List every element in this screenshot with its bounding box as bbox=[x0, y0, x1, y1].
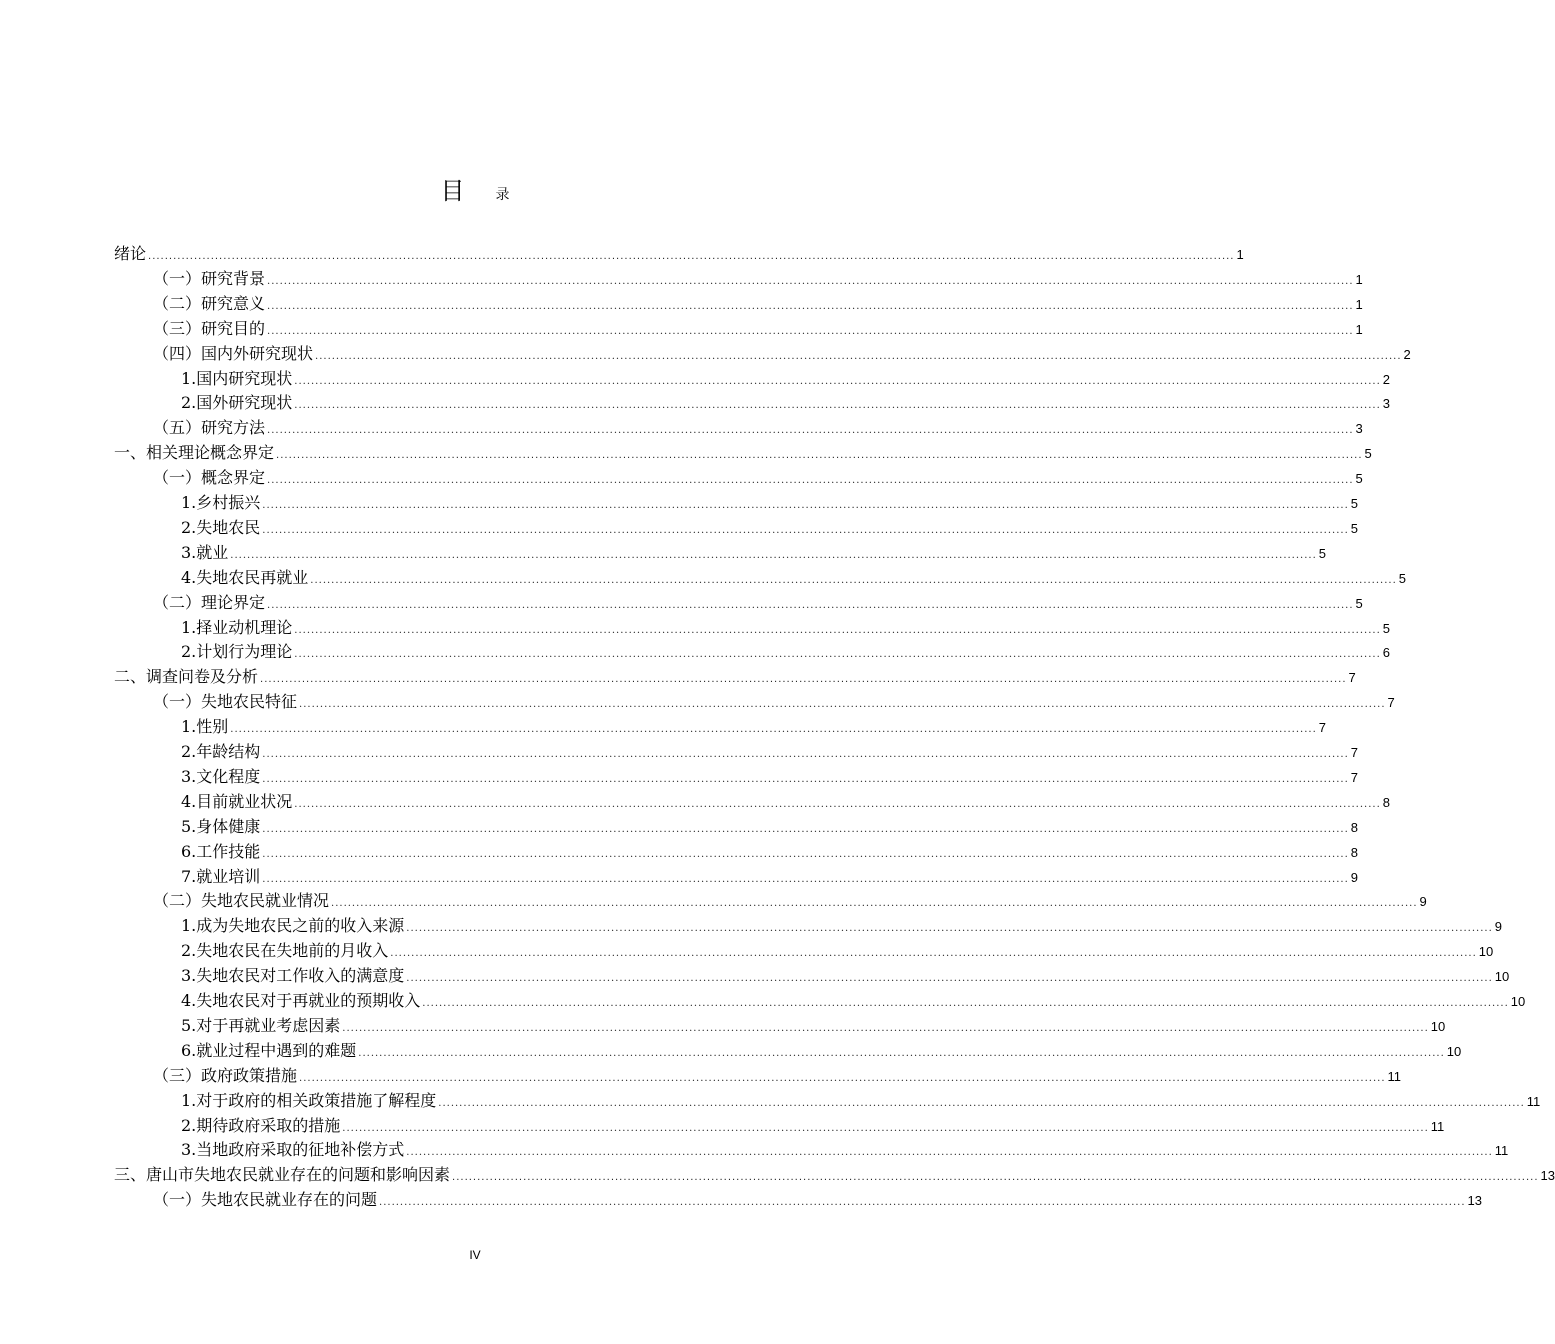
toc-entry-title: 失地农民在失地前的月收入 bbox=[196, 941, 389, 961]
toc-entry-title: 唐山市失地农民就业存在的问题和影响因素 bbox=[146, 1165, 451, 1185]
toc-entry[interactable] bbox=[181, 863, 1358, 887]
toc-entry-number: 2. bbox=[181, 941, 197, 961]
toc-entry-page: 5 bbox=[1364, 446, 1372, 462]
toc-entry-number: （三） bbox=[153, 318, 202, 338]
toc-entry-number: 2. bbox=[181, 517, 197, 537]
toc-entry[interactable] bbox=[153, 414, 1363, 438]
toc-dot-leader: .................................................................................................................................................................................................................................................................... bbox=[406, 1147, 1493, 1159]
toc-entry-page: 5 bbox=[1350, 520, 1358, 536]
toc-entry-title: 文化程度 bbox=[196, 766, 261, 786]
toc-entry-number: 4. bbox=[181, 567, 197, 587]
toc-entry-number: 3. bbox=[181, 1140, 197, 1160]
toc-entry-page: 7 bbox=[1318, 720, 1326, 736]
toc-entry[interactable] bbox=[181, 1136, 1509, 1160]
toc-dot-leader: .................................................................................................................................................................................................................................................................... bbox=[262, 848, 1349, 860]
page-footer-number: IV bbox=[469, 1248, 481, 1262]
toc-entry-number: （五） bbox=[153, 418, 202, 438]
toc-dot-leader: .................................................................................................................................................................................................................................................................... bbox=[267, 300, 1354, 312]
toc-entry-page: 5 bbox=[1355, 595, 1363, 611]
toc-dot-leader: .................................................................................................................................................................................................................................................................... bbox=[294, 375, 1381, 387]
toc-entry-title: 性别 bbox=[196, 717, 229, 737]
toc-entry-number: 1. bbox=[181, 717, 197, 737]
toc-entry-title: 研究意义 bbox=[201, 293, 266, 313]
toc-entry-title: 期待政府采取的措施 bbox=[196, 1115, 341, 1135]
toc-entry-page: 10 bbox=[1478, 944, 1494, 960]
toc-dot-leader: .................................................................................................................................................................................................................................................................... bbox=[342, 1022, 1429, 1034]
toc-entry-number: 1. bbox=[181, 493, 197, 512]
toc-entry[interactable] bbox=[153, 340, 1411, 364]
toc-entry[interactable] bbox=[181, 1037, 1462, 1061]
toc-entry-page: 5 bbox=[1350, 496, 1358, 511]
toc-entry-number: 一、 bbox=[114, 443, 147, 463]
toc-entry[interactable] bbox=[114, 663, 1356, 687]
toc-entry-number: （一） bbox=[153, 692, 202, 712]
toc-entry-title: 当地政府采取的征地补偿方式 bbox=[196, 1140, 405, 1160]
toc-entry[interactable] bbox=[153, 887, 1427, 911]
toc-entry-number: （二） bbox=[153, 293, 202, 313]
toc-dot-leader: .................................................................................................................................................................................................................................................................... bbox=[267, 325, 1354, 337]
toc-entry[interactable] bbox=[181, 912, 1502, 936]
toc-entry-number: （一） bbox=[153, 1190, 202, 1210]
toc-entry-page: 9 bbox=[1350, 869, 1358, 885]
toc-entry-title: 年龄结构 bbox=[196, 742, 261, 761]
toc-dot-leader: .................................................................................................................................................................................................................................................................... bbox=[342, 1122, 1429, 1134]
toc-entry-page: 5 bbox=[1398, 570, 1406, 586]
toc-dot-leader: .................................................................................................................................................................................................................................................................... bbox=[260, 674, 1347, 686]
toc-entry-title: 失地农民就业存在的问题 bbox=[201, 1190, 378, 1210]
toc-entry-number: 4. bbox=[181, 991, 197, 1010]
toc-dot-leader: .................................................................................................................................................................................................................................................................... bbox=[438, 1097, 1525, 1109]
toc-entry[interactable] bbox=[153, 688, 1395, 712]
toc-entry-page: 11 bbox=[1430, 1118, 1445, 1134]
toc-entry[interactable] bbox=[181, 564, 1406, 588]
toc-entry[interactable] bbox=[181, 738, 1358, 762]
toc-entry[interactable] bbox=[181, 614, 1390, 638]
toc-entry-title: 失地农民对于再就业的预期收入 bbox=[196, 991, 421, 1010]
toc-entry-title: 理论界定 bbox=[201, 592, 266, 612]
toc-entry-title: 就业过程中遇到的难题 bbox=[196, 1040, 357, 1060]
toc-entry-page: 2 bbox=[1382, 371, 1390, 387]
toc-entry-title: 择业动机理论 bbox=[196, 617, 293, 637]
toc-dot-leader: .................................................................................................................................................................................................................................................................... bbox=[379, 1197, 1466, 1209]
toc-entry-page: 11 bbox=[1387, 1068, 1401, 1084]
toc-entry[interactable] bbox=[181, 365, 1390, 389]
toc-entry-number: 2. bbox=[181, 1115, 197, 1135]
toc-entry-page: 7 bbox=[1350, 769, 1358, 785]
toc-entry-page: 7 bbox=[1348, 670, 1356, 686]
toc-entry[interactable] bbox=[181, 937, 1494, 961]
toc-entry-page: 1 bbox=[1355, 296, 1363, 312]
toc-entry-number: 2. bbox=[181, 393, 197, 413]
toc-entry[interactable] bbox=[181, 514, 1358, 538]
toc-entry-page: 10 bbox=[1510, 994, 1526, 1009]
toc-entry-title: 概念界定 bbox=[201, 468, 266, 488]
toc-entry-page: 13 bbox=[1540, 1168, 1555, 1184]
toc-entry-title: 乡村振兴 bbox=[196, 493, 261, 512]
toc-dot-leader: .................................................................................................................................................................................................................................................................... bbox=[452, 1172, 1539, 1184]
toc-entry-page: 9 bbox=[1494, 919, 1502, 935]
toc-dot-leader: .................................................................................................................................................................................................................................................................... bbox=[267, 425, 1354, 437]
toc-entry-page: 11 bbox=[1494, 1143, 1509, 1159]
toc-entry[interactable] bbox=[181, 1087, 1541, 1111]
toc-entry-page: 6 bbox=[1382, 645, 1390, 661]
toc-dot-leader: .................................................................................................................................................................................................................................................................... bbox=[262, 500, 1349, 511]
toc-dot-leader: .................................................................................................................................................................................................................................................................... bbox=[294, 400, 1381, 412]
toc-entry-number: 5. bbox=[181, 1015, 197, 1035]
toc-entry[interactable] bbox=[181, 838, 1358, 862]
toc-dot-leader: .................................................................................................................................................................................................................................................................... bbox=[148, 251, 1235, 262]
toc-entry-number: 6. bbox=[181, 1040, 197, 1060]
toc-entry-title: 研究目的 bbox=[201, 318, 266, 338]
toc-dot-leader: .................................................................................................................................................................................................................................................................... bbox=[230, 549, 1317, 561]
toc-entry-number: 1. bbox=[181, 1090, 197, 1110]
toc-entry-page: 5 bbox=[1355, 471, 1363, 487]
toc-entry-number: 2. bbox=[181, 742, 197, 761]
toc-entry-page: 1 bbox=[1236, 247, 1244, 262]
toc-entry-title: 失地农民就业情况 bbox=[201, 891, 330, 911]
toc-title-main: 目 bbox=[440, 177, 465, 205]
toc-entry-number: 5. bbox=[181, 816, 197, 836]
toc-entry-title: 失地农民对工作收入的满意度 bbox=[196, 966, 405, 986]
toc-dot-leader: .................................................................................................................................................................................................................................................................... bbox=[262, 524, 1349, 536]
toc-dot-leader: .................................................................................................................................................................................................................................................................... bbox=[294, 649, 1381, 661]
toc-entry-number: （一） bbox=[153, 268, 202, 288]
toc-dot-leader: .................................................................................................................................................................................................................................................................... bbox=[267, 475, 1354, 487]
toc-entry-title: 研究背景 bbox=[201, 268, 266, 288]
toc-entry-title: 失地农民 bbox=[196, 517, 261, 537]
toc-entry-number: 6. bbox=[181, 841, 197, 861]
toc-dot-leader: .................................................................................................................................................................................................................................................................... bbox=[262, 823, 1349, 835]
toc-dot-leader: .................................................................................................................................................................................................................................................................... bbox=[267, 275, 1354, 287]
toc-entry-title: 政府政策措施 bbox=[201, 1065, 298, 1085]
toc-entry[interactable] bbox=[114, 439, 1372, 463]
toc-entry-number: 3. bbox=[181, 542, 197, 562]
toc-entry-page: 9 bbox=[1419, 894, 1427, 910]
toc-entry-page: 5 bbox=[1318, 545, 1326, 561]
toc-entry[interactable] bbox=[153, 1186, 1482, 1210]
toc-entry[interactable] bbox=[181, 813, 1358, 837]
toc-entry-title: 对于再就业考虑因素 bbox=[196, 1015, 341, 1035]
toc-entry-title: 相关理论概念界定 bbox=[146, 443, 275, 463]
toc-entry-title: 对于政府的相关政策措施了解程度 bbox=[196, 1090, 437, 1110]
toc-title bbox=[0, 176, 950, 206]
toc-entry-title: 身体健康 bbox=[196, 816, 261, 836]
toc-entry-page: 1 bbox=[1355, 321, 1363, 337]
toc-entry-title: 计划行为理论 bbox=[196, 642, 293, 662]
toc-entry-page: 2 bbox=[1403, 346, 1411, 362]
toc-entry-number: 1. bbox=[181, 617, 197, 637]
toc-entry-title: 就业培训 bbox=[196, 866, 261, 886]
toc-entry[interactable] bbox=[181, 638, 1390, 662]
toc-entry[interactable] bbox=[181, 987, 1526, 1011]
toc-entry-page: 3 bbox=[1355, 421, 1363, 437]
toc-entry-page: 1 bbox=[1355, 271, 1363, 287]
toc-entry[interactable] bbox=[153, 1062, 1401, 1086]
toc-entry[interactable] bbox=[153, 315, 1363, 339]
toc-entry-page: 8 bbox=[1350, 819, 1358, 835]
toc-dot-leader: .................................................................................................................................................................................................................................................................... bbox=[422, 998, 1509, 1009]
toc-dot-leader: .................................................................................................................................................................................................................................................................... bbox=[267, 599, 1354, 611]
toc-entry-number: 7. bbox=[181, 866, 197, 886]
toc-entry-title: 调查问卷及分析 bbox=[146, 667, 259, 687]
toc-entry-number: （一） bbox=[153, 468, 202, 488]
toc-entry-page: 7 bbox=[1350, 745, 1358, 760]
toc-dot-leader: .................................................................................................................................................................................................................................................................... bbox=[294, 624, 1381, 636]
toc-entry[interactable] bbox=[181, 713, 1326, 737]
toc-entry[interactable] bbox=[181, 962, 1510, 986]
toc-entry-number: （二） bbox=[153, 891, 202, 911]
toc-entry[interactable] bbox=[181, 788, 1390, 812]
toc-entry-title: 绪论 bbox=[114, 244, 147, 263]
toc-entry[interactable] bbox=[181, 763, 1358, 787]
toc-entry-title: 国外研究现状 bbox=[196, 393, 293, 413]
toc-entry-number: 三、 bbox=[114, 1165, 147, 1185]
toc-entry[interactable] bbox=[153, 290, 1363, 314]
toc-entry-number: （四） bbox=[153, 343, 202, 363]
toc-entry-title: 国内研究现状 bbox=[196, 368, 293, 388]
toc-dot-leader: .................................................................................................................................................................................................................................................................... bbox=[331, 898, 1418, 910]
toc-dot-leader: .................................................................................................................................................................................................................................................................... bbox=[310, 574, 1397, 586]
toc-entry[interactable] bbox=[181, 1012, 1446, 1036]
toc-entry-title: 国内外研究现状 bbox=[201, 343, 314, 363]
toc-dot-leader: .................................................................................................................................................................................................................................................................... bbox=[276, 450, 1363, 462]
toc-entry[interactable] bbox=[153, 265, 1363, 289]
toc-entry-title: 就业 bbox=[196, 542, 229, 562]
toc-entry-number: 1. bbox=[181, 368, 197, 388]
toc-entry-page: 8 bbox=[1350, 844, 1358, 860]
toc-entry-number: 1. bbox=[181, 916, 197, 936]
toc-dot-leader: .................................................................................................................................................................................................................................................................... bbox=[262, 749, 1349, 760]
toc-entry-page: 7 bbox=[1387, 695, 1395, 711]
toc-dot-leader: .................................................................................................................................................................................................................................................................... bbox=[294, 798, 1381, 810]
toc-entry[interactable] bbox=[114, 240, 1244, 264]
toc-entry-page: 10 bbox=[1494, 969, 1510, 985]
toc-entry-number: （二） bbox=[153, 592, 202, 612]
toc-entry-number: 3. bbox=[181, 766, 197, 786]
toc-dot-leader: .................................................................................................................................................................................................................................................................... bbox=[299, 1072, 1386, 1084]
toc-dot-leader: .................................................................................................................................................................................................................................................................... bbox=[358, 1047, 1445, 1059]
toc-entry[interactable] bbox=[153, 589, 1363, 613]
toc-entry-title: 失地农民再就业 bbox=[196, 567, 309, 587]
toc-entry-page: 3 bbox=[1382, 396, 1390, 412]
toc-dot-leader: .................................................................................................................................................................................................................................................................... bbox=[406, 923, 1493, 935]
toc-dot-leader: .................................................................................................................................................................................................................................................................... bbox=[230, 724, 1317, 736]
toc-entry-page: 8 bbox=[1382, 794, 1390, 810]
toc-dot-leader: .................................................................................................................................................................................................................................................................... bbox=[315, 350, 1402, 362]
toc-entry[interactable] bbox=[181, 1112, 1445, 1136]
toc-entry[interactable] bbox=[181, 539, 1326, 563]
toc-dot-leader: .................................................................................................................................................................................................................................................................... bbox=[299, 699, 1386, 711]
toc-entry-title: 工作技能 bbox=[196, 841, 261, 861]
toc-entry[interactable] bbox=[181, 489, 1358, 513]
toc-entry-title: 成为失地农民之前的收入来源 bbox=[196, 916, 405, 936]
toc-dot-leader: .................................................................................................................................................................................................................................................................... bbox=[390, 948, 1477, 960]
toc-entry-title: 失地农民特征 bbox=[201, 692, 298, 712]
toc-dot-leader: .................................................................................................................................................................................................................................................................... bbox=[406, 973, 1493, 985]
toc-entry-page: 13 bbox=[1467, 1193, 1482, 1209]
toc-dot-leader: .................................................................................................................................................................................................................................................................... bbox=[262, 773, 1349, 785]
toc-entry-number: （三） bbox=[153, 1065, 202, 1085]
toc-entry-page: 10 bbox=[1446, 1043, 1462, 1059]
toc-entry[interactable] bbox=[114, 1161, 1555, 1185]
toc-entry-number: 二、 bbox=[114, 667, 147, 687]
toc-entry-page: 5 bbox=[1382, 620, 1390, 636]
toc-entry-number: 4. bbox=[181, 791, 197, 811]
toc-entry[interactable] bbox=[153, 464, 1363, 488]
toc-entry-number: 2. bbox=[181, 642, 197, 662]
toc-entry-title: 研究方法 bbox=[201, 418, 266, 438]
toc-dot-leader: .................................................................................................................................................................................................................................................................... bbox=[262, 873, 1349, 885]
toc-entry-page: 10 bbox=[1430, 1018, 1446, 1034]
toc-entry[interactable] bbox=[181, 389, 1390, 413]
toc-entry-page: 11 bbox=[1526, 1093, 1541, 1109]
toc-entry-title: 目前就业状况 bbox=[196, 791, 293, 811]
toc-title-secondary: 录 bbox=[495, 187, 510, 203]
toc-entry-number: 3. bbox=[181, 966, 197, 986]
